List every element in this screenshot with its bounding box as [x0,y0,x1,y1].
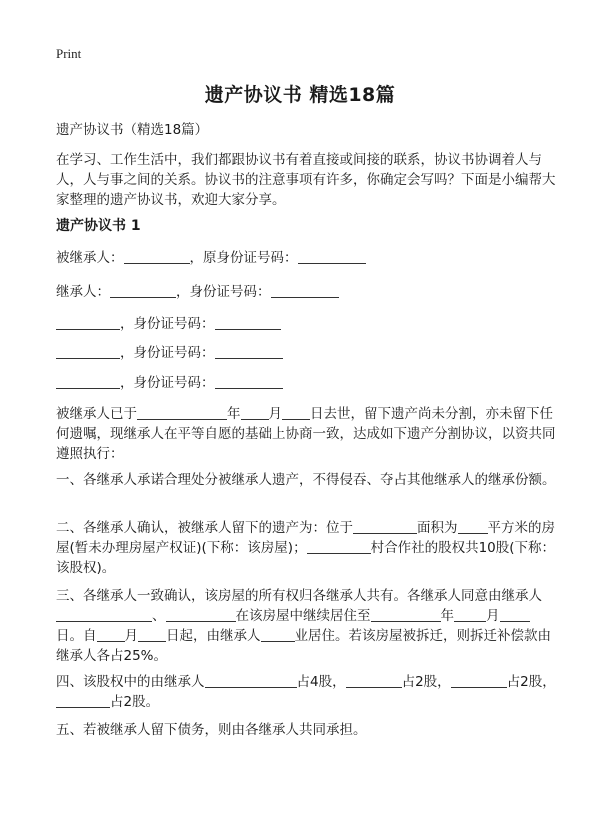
heir-2-id-label: ，身份证号码： [120,316,215,332]
clause-3-h: 日起，由继承人 [166,628,261,644]
heir-line-1 [56,282,556,302]
clause-4-d: 占2股， [506,674,556,690]
intro-part-b: 年 [227,406,241,422]
clause-2-b: 面积为 [417,520,458,536]
clause-5 [56,720,556,740]
until-day-blank [500,607,530,622]
subtitle-text: 遗产协议书（精选18篇） [56,122,209,138]
heir-name-blank [110,283,176,298]
heir-line-4 [56,373,556,393]
resident-heir-2-blank [166,607,236,622]
clause-3-f: 日。自 [56,628,97,644]
clause-4-b: 占4股， [296,674,346,690]
decedent-line [56,248,556,268]
share-heir-1-blank [205,673,297,688]
clause-2-c: 平方米的房屋(暂未办理房屋产权证)(下称：该房屋)； [56,520,555,556]
clause-3-i: 业居住。若该房屋被拆迁，则拆迁补偿款由继承人各占25%。 [56,628,551,664]
heir-3-name-blank [56,344,120,359]
resident-heir-1-blank [56,607,152,622]
occupant-heir-blank [261,627,295,642]
village-blank [307,539,371,554]
clause-2 [56,518,556,578]
intro-part-a: 被继承人已于 [56,406,137,422]
share-heir-3-blank [451,673,507,688]
heir-4-id-blank [215,374,283,389]
print-label[interactable]: Print [56,46,82,61]
heir-line-2 [56,314,556,334]
clause-4-e: 占2股。 [110,694,160,710]
intro-part-d: 日去世，留下遗产尚未分割，亦未留下任何遗嘱，现继承人在平等自愿的基础上协商一致，达成如下遗产分割协议，以资共同遵照执行： [56,406,556,462]
death-day-blank [282,405,310,420]
clause-3-c: 在该房屋中继续居住至 [235,608,371,624]
heir-2-id-blank [215,315,281,330]
decedent-label: 被继承人： [56,250,124,266]
heir-4-id-label: ，身份证号码： [120,375,215,391]
decedent-id-label: ，原身份证号码： [189,250,298,266]
section-heading-text: 遗产协议书 1 [56,218,141,234]
decedent-id-blank [298,249,366,264]
clause-3-d: 年 [440,608,454,624]
heir-id-blank [271,283,339,298]
section-heading [56,216,556,236]
agreement-intro [56,404,556,464]
until-month-blank [454,607,486,622]
from-month-blank [97,627,125,642]
location-blank [353,519,417,534]
clause-1 [56,470,556,490]
area-blank [458,519,488,534]
share-heir-4-blank [56,693,110,708]
clause-3-b: 、 [152,608,166,624]
clause-3-g: 月 [124,628,138,644]
document-title: 遗产协议书 精选18篇 [204,84,396,106]
decedent-name-blank [124,249,190,264]
heir-4-name-blank [56,374,120,389]
clause-2-a: 二、各继承人确认，被继承人留下的遗产为：位于 [56,520,353,536]
intro-part-c: 月 [268,406,282,422]
death-month-blank [241,405,269,420]
heir-label: 继承人： [56,284,110,300]
clause-4-c: 占2股， [401,674,451,690]
clause-4-a: 四、该股权中的由继承人 [56,674,205,690]
clause-5-text: 五、若被继承人留下债务，则由各继承人共同承担。 [56,722,367,738]
clause-3-e: 月 [486,608,500,624]
heir-3-id-label: ，身份证号码： [120,345,215,361]
heir-line-3 [56,343,556,363]
from-day-blank [138,627,166,642]
clause-2-d: 村合作社的股权共10股(下称：该股权)。 [56,540,556,576]
clause-1-text: 一、各继承人承诺合理处分被继承人遗产，不得侵吞、夺占其他继承人的继承份额。 [56,472,556,488]
clause-4 [56,672,556,712]
until-year-blank [371,607,441,622]
heir-2-name-blank [56,315,120,330]
share-heir-2-blank [346,673,402,688]
intro-text: 在学习、工作生活中，我们都跟协议书有着直接或间接的联系，协议书协调着人与人，人与事之间的关系。协议书的注意事项有许多，你确定会写吗？下面是小编帮大家整理的遗产协议书，欢迎大家分享。 [56,152,556,208]
clause-3 [56,586,556,666]
intro-paragraph [56,150,556,210]
heir-3-id-blank [215,344,283,359]
death-year-blank [137,405,227,420]
document-subtitle [56,120,556,140]
heir-id-label: ，身份证号码： [176,284,271,300]
clause-3-a: 三、各继承人一致确认，该房屋的所有权归各继承人共有。各继承人同意由继承人 [56,588,542,604]
